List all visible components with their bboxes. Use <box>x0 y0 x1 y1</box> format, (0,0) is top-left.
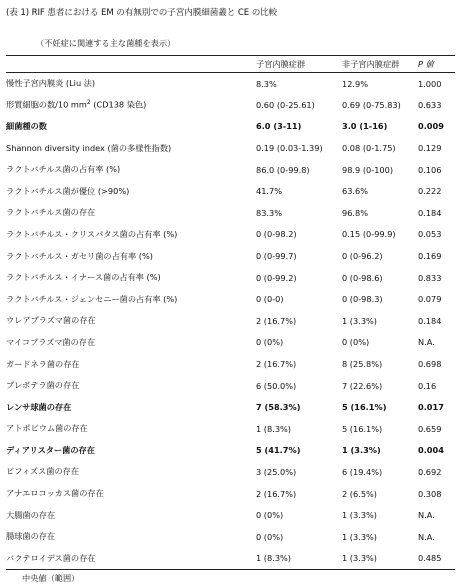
row-label <box>6 461 256 483</box>
row-label-text: 細菌種の数 <box>6 120 47 131</box>
cell-endometriosis-group: 6 (50.0%) <box>256 380 297 391</box>
header-label <box>6 56 256 73</box>
cell-endometriosis-group: 41.7% <box>256 186 283 197</box>
cell-non-endometriosis-group: 5 (16.1%) <box>342 402 387 413</box>
row-label-text: アトポビウム菌の存在 <box>6 423 88 434</box>
table-row <box>6 73 455 95</box>
table-row <box>6 180 455 202</box>
cell-non-endometriosis-group: 2 (6.5%) <box>342 488 378 499</box>
table-row <box>6 267 455 289</box>
header-p-value: P 値 <box>418 58 434 69</box>
cell-endometriosis-group: 86.0 (0-99.8) <box>256 164 310 175</box>
cell-p-value: 0.004 <box>418 445 444 456</box>
cell-endometriosis-group: 7 (58.3%) <box>256 402 301 413</box>
row-label-text: マイコプラズマ菌の存在 <box>6 336 96 347</box>
row-label-text: アナエロコッカス菌の存在 <box>6 488 104 499</box>
cell-endometriosis-group: 83.3% <box>256 207 283 218</box>
row-label <box>6 137 256 159</box>
comparison-table-container <box>6 55 455 570</box>
table-subtitle: （不妊症に関連する主な菌種を表示） <box>36 38 176 48</box>
cell-p-value: 0.009 <box>418 121 444 132</box>
row-label-text: 腸球菌の存在 <box>6 531 56 542</box>
table-row <box>6 332 455 354</box>
row-label-text: ラクトバチルス菌の占有率 (%) <box>6 164 121 175</box>
row-label-superscript: 2 <box>86 99 91 107</box>
row-label <box>6 418 256 440</box>
table-body <box>6 73 455 570</box>
row-label <box>6 224 256 246</box>
cell-endometriosis-group: 0 (0%) <box>256 510 284 521</box>
header-row <box>6 56 455 73</box>
cell-p-value: 0.053 <box>418 229 442 240</box>
cell-non-endometriosis-group: 1 (3.3%) <box>342 531 378 542</box>
cell-p-value: 0.184 <box>418 207 442 218</box>
row-label-text: プレボテラ菌の存在 <box>6 380 80 391</box>
cell-endometriosis-group: 8.3% <box>256 78 277 89</box>
table-row <box>6 548 455 570</box>
cell-p-value: 0.106 <box>418 164 442 175</box>
table-row <box>6 224 455 246</box>
row-label <box>6 440 256 462</box>
cell-non-endometriosis-group: 7 (22.6%) <box>342 380 383 391</box>
cell-p-value: 0.184 <box>418 315 442 326</box>
cell-p-value: 0.833 <box>418 272 442 283</box>
cell-non-endometriosis-group: 8 (25.8%) <box>342 359 383 370</box>
cell-endometriosis-group: 0 (0%) <box>256 337 284 348</box>
cell-endometriosis-group: 0 (0%) <box>256 531 284 542</box>
cell-p-value: 0.485 <box>418 553 442 564</box>
table-row <box>6 440 455 462</box>
cell-p-value: 1.000 <box>418 78 442 89</box>
cell-endometriosis-group: 0 (0-99.7) <box>256 251 297 262</box>
row-label-text: ガードネラ菌の存在 <box>6 358 80 369</box>
cell-non-endometriosis-group: 1 (3.3%) <box>342 445 381 456</box>
row-label <box>6 202 256 224</box>
cell-endometriosis-group: 5 (41.7%) <box>256 445 301 456</box>
cell-p-value: N.A. <box>418 510 435 521</box>
cell-p-value: N.A. <box>418 337 435 348</box>
cell-non-endometriosis-group: 0 (0%) <box>342 337 370 348</box>
row-label-text: ラクトバチルス・クリスパタス菌の占有率 (%) <box>6 228 178 239</box>
row-label-text: ラクトバチルス・ジェンセニー菌の占有率 (%) <box>6 293 178 304</box>
row-label <box>6 310 256 332</box>
cell-endometriosis-group: 0 (0-0) <box>256 294 284 305</box>
row-label-text: ラクトバチルス・イナース菌の占有率 (%) <box>6 272 161 283</box>
cell-p-value: 0.692 <box>418 466 442 477</box>
table-row <box>6 288 455 310</box>
cell-non-endometriosis-group: 0 (0-98.3) <box>342 294 383 305</box>
cell-p-value: N.A. <box>418 531 435 542</box>
table-row <box>6 116 455 138</box>
cell-p-value: 0.308 <box>418 488 442 499</box>
cell-p-value: 0.698 <box>418 359 442 370</box>
table-row <box>6 137 455 159</box>
cell-non-endometriosis-group: 96.8% <box>342 207 369 218</box>
cell-non-endometriosis-group: 98.9 (0-100) <box>342 164 394 175</box>
cell-endometriosis-group: 1 (8.3%) <box>256 553 292 564</box>
cell-p-value: 0.129 <box>418 143 442 154</box>
row-label <box>6 526 256 548</box>
cell-non-endometriosis-group: 0.15 (0-99.9) <box>342 229 396 240</box>
table-title: (表 1) RIF 患者における EM の有無別での子宮内膜細菌叢と CE の比較 <box>6 8 278 18</box>
cell-endometriosis-group: 3 (25.0%) <box>256 466 297 477</box>
table-row <box>6 94 455 116</box>
row-label <box>6 159 256 181</box>
cell-p-value: 0.169 <box>418 251 442 262</box>
row-label <box>6 375 256 397</box>
row-label-text: レンサ球菌の存在 <box>6 401 72 412</box>
row-label-text: ビフィズス菌の存在 <box>6 466 80 477</box>
row-label <box>6 504 256 526</box>
cell-endometriosis-group: 0 (0-98.2) <box>256 229 297 240</box>
cell-non-endometriosis-group: 6 (19.4%) <box>342 466 383 477</box>
cell-non-endometriosis-group: 0.08 (0-1.75) <box>342 143 396 154</box>
cell-endometriosis-group: 1 (8.3%) <box>256 423 292 434</box>
row-label <box>6 483 256 505</box>
header-non-endometriosis-group: 非子宮内膜症群 <box>342 58 400 69</box>
cell-p-value: 0.222 <box>418 186 442 197</box>
cell-endometriosis-group: 0.60 (0-25.61) <box>256 99 315 110</box>
table-row <box>6 418 455 440</box>
row-label-text: ウレアプラズマ菌の存在 <box>6 315 96 326</box>
table-row <box>6 483 455 505</box>
cell-p-value: 0.659 <box>418 423 442 434</box>
header-endometriosis-group: 子宮内膜症群 <box>256 58 306 69</box>
cell-non-endometriosis-group: 5 (16.1%) <box>342 423 383 434</box>
table-row <box>6 461 455 483</box>
cell-p-value: 0.017 <box>418 402 444 413</box>
row-label <box>6 332 256 354</box>
row-label-text: 大腸菌の存在 <box>6 509 56 520</box>
row-label-text: 形質細胞の数/10 mm <box>6 99 87 110</box>
row-label-text: ラクトバチルス菌が優位 (>90%) <box>6 185 130 196</box>
cell-p-value: 0.079 <box>418 294 442 305</box>
row-label-text: 慢性子宮内膜炎 (Liu 法) <box>6 78 96 89</box>
cell-non-endometriosis-group: 63.6% <box>342 186 369 197</box>
row-label <box>6 548 256 570</box>
cell-non-endometriosis-group: 1 (3.3%) <box>342 315 378 326</box>
row-label-text: Shannon diversity index (菌の多様性指数) <box>6 142 172 153</box>
footnote: 中央値（範囲） <box>22 573 80 583</box>
table-row <box>6 375 455 397</box>
cell-non-endometriosis-group: 0.69 (0-75.83) <box>342 99 401 110</box>
table-row <box>6 353 455 375</box>
cell-p-value: 0.16 <box>418 380 437 391</box>
row-label <box>6 245 256 267</box>
row-label-text: ディアリスター菌の存在 <box>6 444 95 455</box>
row-label <box>6 353 256 375</box>
cell-p-value: 0.633 <box>418 99 442 110</box>
comparison-table <box>6 55 455 570</box>
row-label-text: ラクトバチルス菌の存在 <box>6 207 96 218</box>
row-label-suffix: (CD138 染色) <box>90 99 147 110</box>
row-label <box>6 180 256 202</box>
cell-non-endometriosis-group: 12.9% <box>342 78 369 89</box>
cell-endometriosis-group: 0 (0-99.2) <box>256 272 297 283</box>
row-label <box>6 396 256 418</box>
row-label <box>6 73 256 95</box>
cell-endometriosis-group: 2 (16.7%) <box>256 359 297 370</box>
cell-non-endometriosis-group: 0 (0-98.6) <box>342 272 383 283</box>
cell-endometriosis-group: 0.19 (0.03-1.39) <box>256 143 323 154</box>
cell-endometriosis-group: 2 (16.7%) <box>256 488 297 499</box>
table-row <box>6 159 455 181</box>
row-label-text: ラクトバチルス・ガセリ菌の占有率 (%) <box>6 250 153 261</box>
cell-endometriosis-group: 2 (16.7%) <box>256 315 297 326</box>
table-row <box>6 504 455 526</box>
row-label <box>6 267 256 289</box>
table-row <box>6 526 455 548</box>
row-label-text: バクテロイデス菌の存在 <box>6 552 96 563</box>
row-label <box>6 288 256 310</box>
table-row <box>6 310 455 332</box>
table-row <box>6 202 455 224</box>
cell-non-endometriosis-group: 1 (3.3%) <box>342 510 378 521</box>
cell-endometriosis-group: 6.0 (3-11) <box>256 121 302 132</box>
cell-non-endometriosis-group: 1 (3.3%) <box>342 553 378 564</box>
cell-non-endometriosis-group: 0 (0-96.2) <box>342 251 383 262</box>
cell-non-endometriosis-group: 3.0 (1-16) <box>342 121 388 132</box>
table-row <box>6 396 455 418</box>
row-label <box>6 94 256 116</box>
table-row <box>6 245 455 267</box>
row-label <box>6 116 256 138</box>
